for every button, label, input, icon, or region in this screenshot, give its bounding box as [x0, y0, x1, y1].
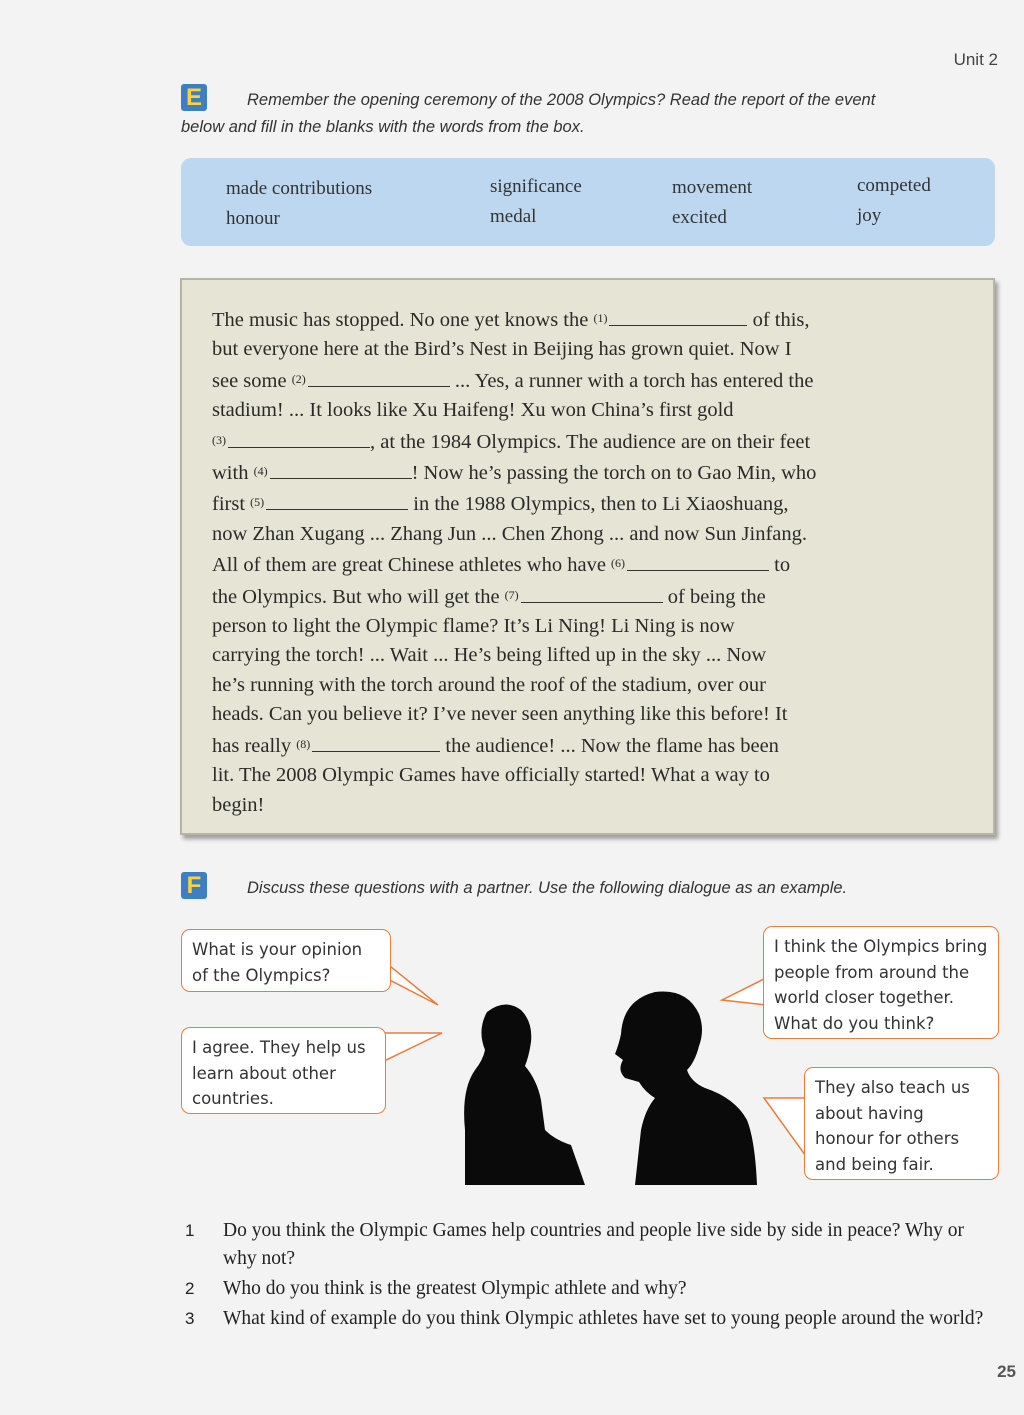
section-f-badge: F — [181, 872, 207, 899]
blank-number: (7) — [504, 587, 519, 602]
speech-bubble-1: What is your opinion of the Olympics? — [181, 929, 391, 992]
blank-4[interactable] — [270, 461, 412, 479]
unit-label: Unit 2 — [953, 50, 998, 69]
word-item: competed — [857, 175, 931, 196]
instruction-line-2: below and fill in the blanks with the words from the box. — [181, 118, 585, 136]
speech-bubble-3: I think the Olympics bring people from around the world closer together. What do you think? — [763, 926, 999, 1039]
blank-number: (1) — [593, 311, 608, 325]
man-silhouette — [615, 991, 757, 1185]
speech-bubble-4: They also teach us about having honour for others and being fair. — [804, 1067, 999, 1180]
blank-number: (6) — [611, 556, 626, 571]
word-item: movement — [672, 177, 753, 198]
question-item: 1 Do you think the Olympic Games help countries and people live side by side in peace? Why or why not? — [185, 1220, 964, 1269]
blank-7[interactable] — [521, 585, 663, 603]
blank-number: (4) — [253, 464, 268, 479]
discussion-questions — [185, 1217, 995, 1335]
blank-5[interactable] — [266, 492, 408, 510]
word-item: excited — [672, 207, 727, 228]
blank-1[interactable] — [609, 308, 747, 326]
woman-silhouette — [464, 1004, 585, 1185]
question-item: 3 What kind of example do you think Olympic athletes have set to young people around the world? — [185, 1308, 984, 1329]
word-item: made contributions — [226, 178, 373, 199]
word-box — [181, 158, 995, 246]
word-item: joy — [857, 205, 882, 226]
blank-number: (8) — [296, 736, 311, 751]
blank-number: (2) — [291, 371, 306, 386]
word-item: honour — [226, 208, 280, 229]
speech-bubble-2: I agree. They help us learn about other countries. — [181, 1027, 386, 1114]
blank-number: (3) — [212, 432, 226, 447]
section-f-instructions: Discuss these questions with a partner. Use the following dialogue as an example. — [247, 879, 848, 897]
bubble-tail-2 — [380, 1030, 450, 1085]
word-item: significance — [490, 176, 582, 197]
blank-6[interactable] — [627, 553, 769, 571]
question-item: 2 Who do you think is the greatest Olympic athlete and why? — [185, 1278, 687, 1299]
word-item: medal — [490, 206, 537, 227]
section-e-instructions — [181, 87, 1001, 141]
blank-3[interactable] — [228, 430, 370, 448]
blank-2[interactable] — [308, 369, 450, 387]
blank-8[interactable] — [312, 734, 440, 752]
instruction-line-1: Remember the opening ceremony of the 2008 Olympics? Read the report of the event — [247, 91, 876, 109]
report-text: The music has stopped. No one yet knows the (1) of this, but everyone here at the Bird’s Nest in Beijing has grown quiet. Now I see some (2) ... Yes, a runner with a torch has entered the stadium! ... It looks like Xu Haifeng! Xu won China’s first gold (3) , at the 1984 Olympics. The audience are on their feet with (4) ! Now he’s passing the torch on to Gao Min, who first (5) in the 1988 Olympics, then to Li Xiaoshuang, now Zhan Xugang ... Zhang Jun ... Chen Zhong ... and now Sun Jinfang. All of them are great Chinese athletes who have (6) to the Olympics. But who will get the (7) of being the person to light the Olympic flame? It’s Li Ning! Li Ning is now carrying the torch! ... Wait ... He’s being lifted up in the sky ... Now he’s running with the torch around the roof of the stadium, over our heads. Can you believe it? I’ve never seen anything like this before! It has really (8) the audience! ... Now the flame has been lit. The 2008 Olympic Games have officially started! What a way to begin! — [212, 309, 817, 816]
page-number: 25 — [997, 1362, 1016, 1381]
section-e-badge: E — [181, 84, 207, 111]
report-box — [180, 278, 995, 835]
blank-number: (5) — [250, 495, 265, 510]
